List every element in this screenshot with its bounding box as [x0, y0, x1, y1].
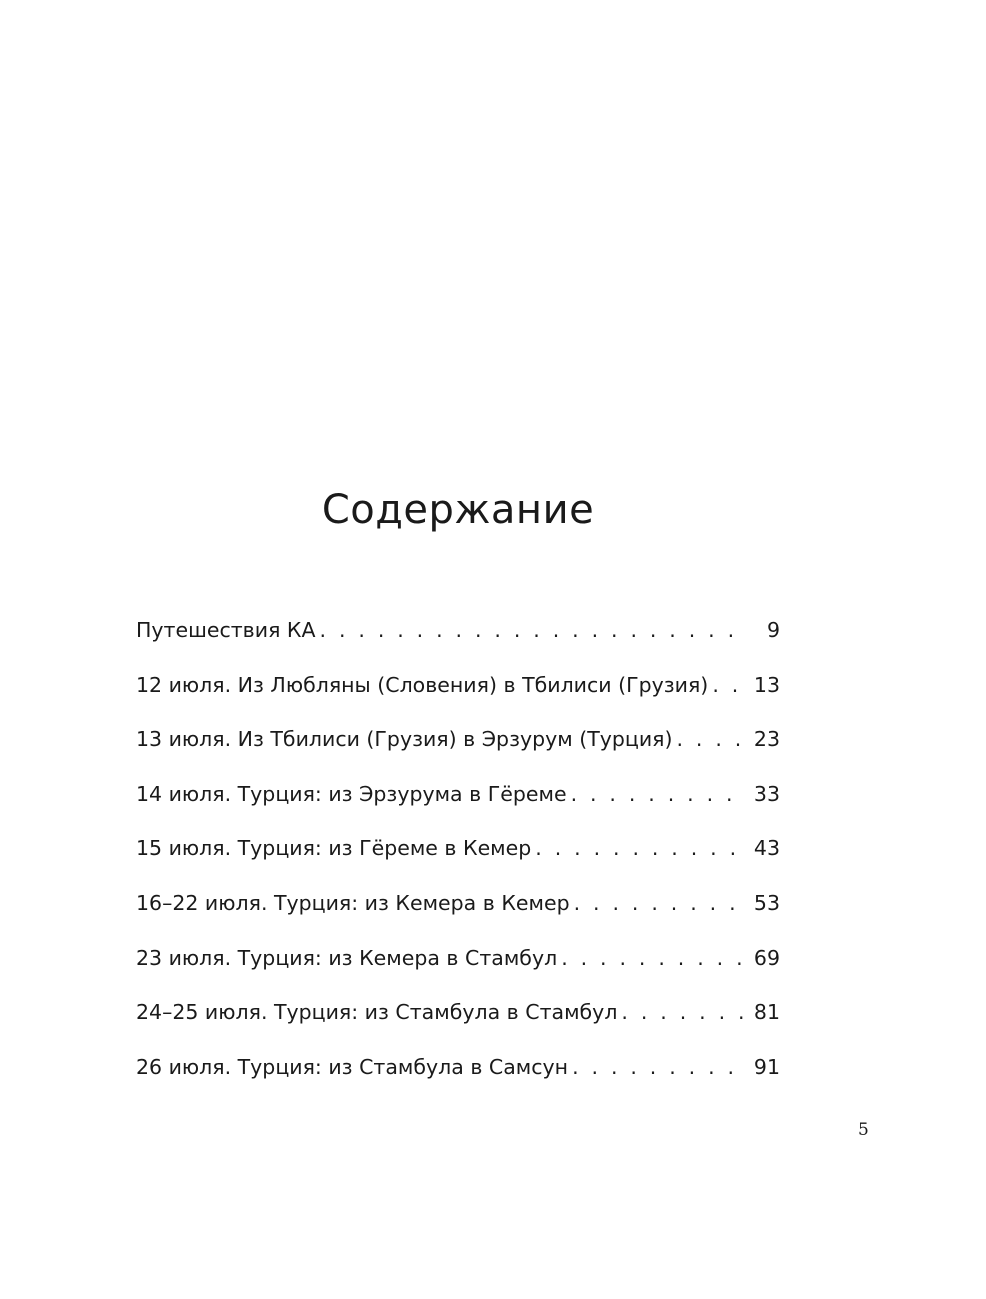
toc-entry[interactable]	[136, 727, 780, 782]
toc-entry-page: 91	[753, 1054, 780, 1079]
toc-entry-title: 23 июля. Турция: из Кемера в Стамбул	[136, 945, 558, 970]
toc-entry[interactable]	[136, 618, 780, 673]
page-title: Содержание	[321, 486, 595, 533]
toc-leader-dots	[621, 1000, 744, 1024]
toc-entry-page: 43	[753, 836, 780, 861]
toc-entry[interactable]	[136, 836, 780, 891]
toc-entry[interactable]	[136, 673, 780, 728]
toc-entry-title: 13 июля. Из Тбилиси (Грузия) в Эрзурум (Турция)	[136, 727, 673, 752]
toc-leader-dots	[574, 891, 744, 915]
toc-entry-title: Путешествия КА	[136, 618, 316, 642]
toc-leader-dots	[572, 1055, 744, 1079]
toc-entry-page: 9	[766, 618, 780, 642]
toc-entry[interactable]	[136, 946, 780, 1001]
page-number: 5	[858, 1120, 869, 1140]
toc-leader-dots	[712, 673, 744, 697]
toc-entry-page: 13	[753, 672, 780, 697]
toc-entry-page: 53	[753, 890, 780, 915]
toc-entry[interactable]	[136, 1000, 780, 1055]
toc-leader-dots	[677, 727, 745, 751]
toc-entry-page: 81	[753, 1000, 780, 1025]
toc-entry-title: 12 июля. Из Любляны (Словения) в Тбилиси (Грузия)	[136, 672, 709, 697]
toc-entry-title: 14 июля. Турция: из Эрзурума в Гёреме	[136, 781, 567, 806]
toc-entry-title: 16–22 июля. Турция: из Кемера в Кемер	[136, 890, 570, 915]
toc-entry[interactable]	[136, 1055, 780, 1110]
toc-leader-dots	[561, 946, 744, 970]
toc-entry-title: 15 июля. Турция: из Гёреме в Кемер	[136, 836, 532, 861]
toc-leader-dots	[571, 782, 744, 806]
toc-leader-dots	[320, 618, 744, 642]
table-of-contents	[136, 618, 780, 1109]
toc-entry-page: 69	[753, 945, 780, 970]
toc-entry-page: 23	[753, 727, 780, 752]
toc-entry[interactable]	[136, 782, 780, 837]
toc-entry-title: 26 июля. Турция: из Стамбула в Самсун	[136, 1054, 569, 1079]
toc-entry[interactable]	[136, 891, 780, 946]
toc-entry-page: 33	[753, 781, 780, 806]
toc-leader-dots	[535, 836, 744, 860]
toc-entry-title: 24–25 июля. Турция: из Стамбула в Стамбул	[136, 1000, 618, 1025]
